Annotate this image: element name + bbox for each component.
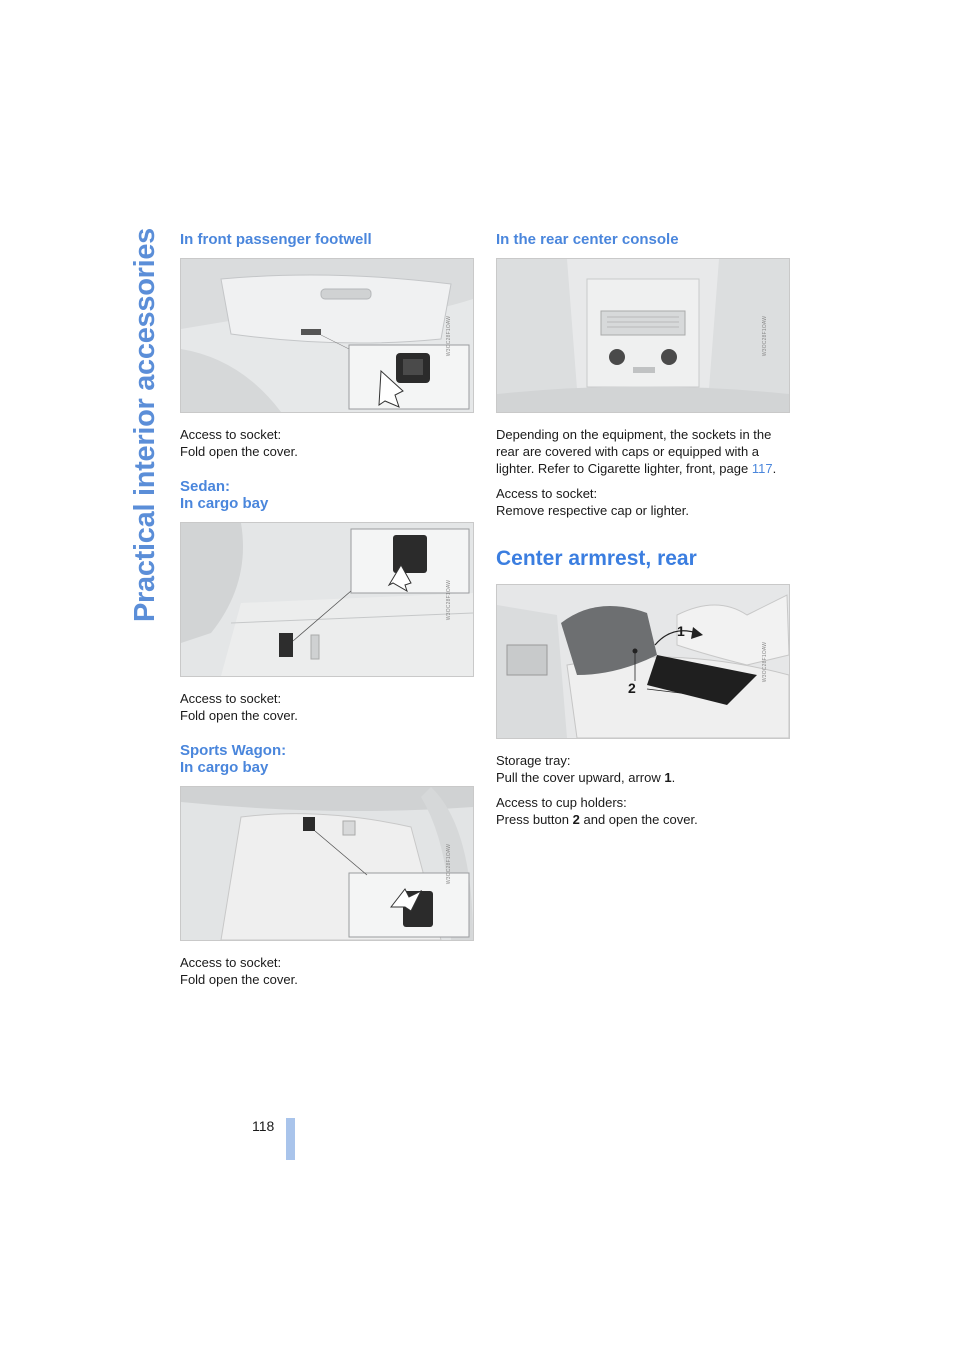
figure-code: W3OC28F1OAW — [445, 843, 452, 884]
figure-front-footwell — [180, 258, 474, 413]
s3-line2: Fold open the cover. — [180, 972, 298, 987]
wagon-cargo-illustration — [181, 787, 473, 940]
armrest-line4 — [496, 811, 791, 828]
period: . — [671, 770, 676, 785]
s1-line2: Fold open the cover. — [180, 444, 298, 459]
right-column — [496, 231, 791, 828]
figure-code: W3OC28F1OAW — [445, 579, 452, 620]
rear-console-text: Depending on the equipment, the sockets in the rear are covered with caps or equipped with a lighter. Refer to Cigarette lighter, front, page — [496, 427, 772, 476]
figure-rear-console — [496, 258, 790, 413]
heading-wagon-cargo-bay: In cargo bay — [180, 759, 269, 776]
page-marker-bar — [286, 1118, 295, 1160]
heading-rear-center-console: In the rear center console — [496, 231, 679, 248]
callout-1: 1 — [677, 623, 685, 639]
button-number: 2 — [572, 812, 580, 827]
armrest-line4-end: and open the cover. — [583, 812, 698, 827]
page-number: 118 — [252, 1118, 275, 1134]
heading-sedan: Sedan: — [180, 478, 231, 495]
s2-line1: Access to socket: — [180, 691, 282, 706]
s3-line1: Access to socket: — [180, 955, 282, 970]
figure-sedan-cargo-bay — [180, 522, 474, 677]
rear-console-illustration — [497, 259, 789, 412]
armrest-line2-text: Pull the cover upward, arrow — [496, 770, 661, 785]
arrow-number: 1 — [664, 770, 672, 785]
armrest-illustration — [497, 585, 789, 738]
heading-front-passenger-footwell: In front passenger footwell — [180, 231, 372, 248]
s1-line1: Access to socket: — [180, 427, 282, 442]
figure-code: W3OC28F1OAW — [445, 315, 452, 356]
heading-sports-wagon: Sports Wagon: — [180, 742, 287, 759]
footwell-illustration — [181, 259, 473, 412]
figure-code: W3OC28F1OAW — [761, 315, 768, 356]
period: . — [772, 461, 777, 476]
rear-console-paragraph — [496, 426, 791, 477]
figure-center-armrest — [496, 584, 790, 739]
chapter-title: Practical interior accessories — [129, 228, 161, 623]
armrest-line1: Storage tray: — [496, 753, 571, 768]
heading-sedan-cargo-bay: In cargo bay — [180, 495, 269, 512]
left-column — [180, 231, 475, 988]
armrest-line2 — [496, 769, 791, 786]
figure-code: W3OC28F1OAW — [761, 641, 768, 682]
figure-wagon-cargo-bay — [180, 786, 474, 941]
rear-console-line1: Access to socket: — [496, 486, 598, 501]
armrest-line3: Access to cup holders: — [496, 795, 627, 810]
page-link-117[interactable]: 117 — [751, 461, 773, 476]
heading-center-armrest-rear: Center armrest, rear — [496, 547, 697, 570]
callout-2: 2 — [628, 680, 636, 696]
rear-console-line2: Remove respective cap or lighter. — [496, 503, 689, 518]
s2-line2: Fold open the cover. — [180, 708, 298, 723]
armrest-line4-text: Press button — [496, 812, 569, 827]
sedan-cargo-illustration — [181, 523, 473, 676]
